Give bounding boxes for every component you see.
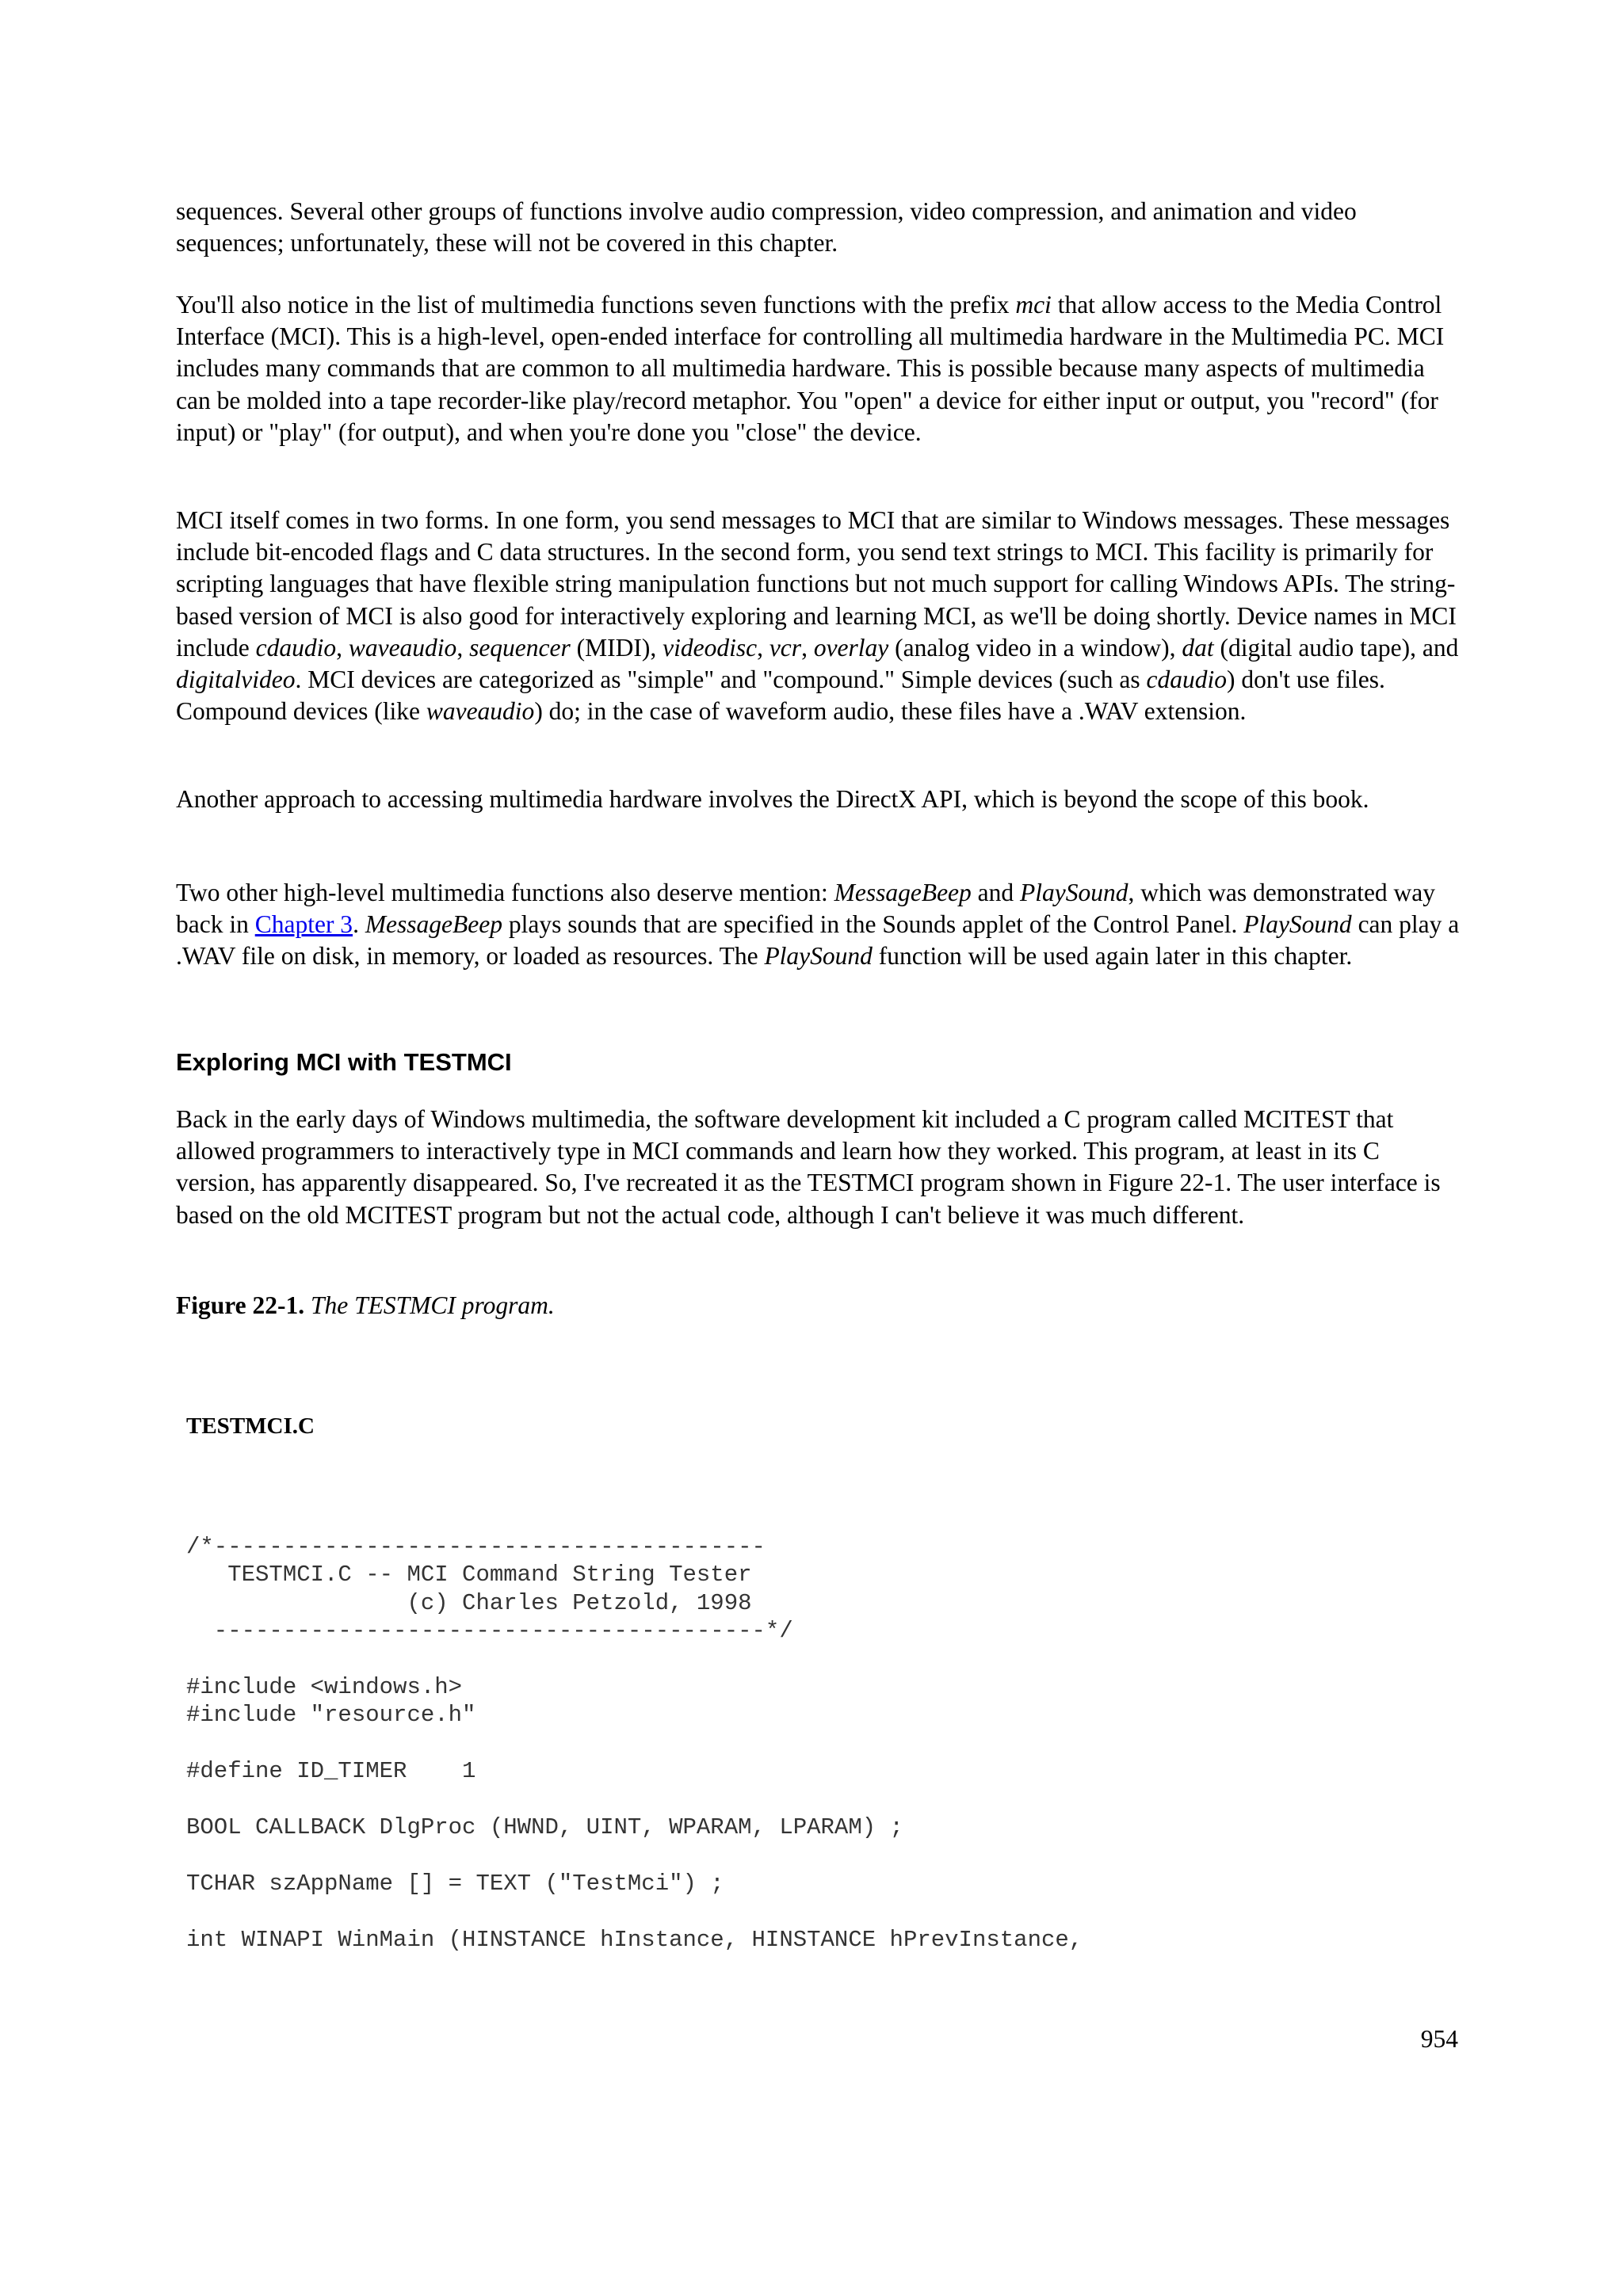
italic-term: cdaudio <box>255 633 337 662</box>
paragraph-text: plays sounds that are specified in the Sounds applet of the Control Panel. <box>502 910 1244 939</box>
separator-text: , <box>336 633 349 662</box>
chapter-3-link[interactable]: Chapter 3 <box>254 910 353 939</box>
paragraph-mci-forms <box>176 505 1460 727</box>
code-listing: /*---------------------------------------- TESTMCI.C -- MCI Command String Tester (c) Charles Petzold, 1998 ----------------------------------------*/ #include <windows.h> #include "resource.h" #define ID_TIMER 1 BOOL CALLBACK DlgProc (HWND, UINT, WPARAM, LPARAM) ; TCHAR szAppName [] = TEXT ("TestMci") ; int WINAPI WinMain (HINSTANCE hInstance, HINSTANCE hPrevInstance, <box>186 1534 1083 1953</box>
italic-term: vcr <box>769 633 802 662</box>
figure-label: Figure 22-1. <box>176 1291 305 1319</box>
separator-text: , <box>757 633 769 662</box>
italic-term: cdaudio <box>1146 666 1227 694</box>
paragraph-text: (MIDI), <box>570 633 663 662</box>
paragraph-sequences <box>176 196 1460 259</box>
italic-term: MessageBeep <box>365 910 502 939</box>
italic-term: PlaySound <box>1020 879 1128 906</box>
separator-text: , <box>456 633 470 662</box>
section-heading: Exploring MCI with TESTMCI <box>176 1048 512 1076</box>
paragraph-text: . <box>353 910 365 939</box>
italic-term: waveaudio <box>426 697 535 726</box>
paragraph-mci-intro <box>176 289 1460 448</box>
paragraph-text: (digital audio tape), and <box>1213 633 1459 662</box>
document-page <box>176 0 1460 2296</box>
paragraph-text: MCI itself comes in two forms. In one form, you send messages to MCI that are similar to Windows messages. These messages include bit-encoded flags and C data structures. In the second form, you send text strings to MCI. This facility is primarily for scripting languages that have flexible string manipulation functions but not much support for calling Windows APIs. The string-based version of MCI is also good for interactively exploring and learning MCI, as we'll be doing shortly. Device names in MCI include <box>176 506 1457 662</box>
file-title: TESTMCI.C <box>186 1413 315 1439</box>
page-number: 954 <box>1420 2025 1458 2053</box>
italic-term: MessageBeep <box>834 879 972 906</box>
italic-term: waveaudio <box>348 633 457 662</box>
paragraph-text: sequences. Several other groups of functions involve audio compression, video compression, and animation and video sequences; unfortunately, these will not be covered in this chapter. <box>176 197 1357 257</box>
paragraph-directx <box>176 784 1460 815</box>
italic-term: digitalvideo <box>176 666 296 694</box>
paragraph-text: ) don't use files. Compound devices (like <box>176 666 1385 726</box>
paragraph-text: function will be used again later in this chapter. <box>872 942 1353 971</box>
italic-term: mci <box>1015 291 1052 318</box>
separator-text: , <box>801 633 814 662</box>
paragraph-high-level-functions <box>176 877 1460 973</box>
paragraph-text: and <box>971 879 1021 906</box>
italic-term: sequencer <box>469 633 571 662</box>
paragraph-text: ) do; in the case of waveform audio, these files have a .WAV extension. <box>534 697 1247 726</box>
figure-caption-text: The TESTMCI program. <box>304 1291 555 1319</box>
paragraph-text: (analog video in a window), <box>888 633 1182 662</box>
paragraph-text: Two other high-level multimedia functions also deserve mention: <box>176 879 834 906</box>
paragraph-text: . MCI devices are categorized as "simple" and "compound." Simple devices (such as <box>295 666 1147 694</box>
paragraph-text: Back in the early days of Windows multimedia, the software development kit included a C program called MCITEST that allowed programmers to interactively type in MCI commands and learn how they worked. This program, at least in its C version, has apparently disappeared. So, I've recreated it as the TESTMCI program shown in Figure 22-1. The user interface is based on the old MCITEST program but not the actual code, although I can't believe it was much different. <box>176 1105 1441 1229</box>
paragraph-text: can play a .WAV file on disk, in memory, or loaded as resources. The <box>176 910 1460 971</box>
figure-caption <box>176 1290 555 1322</box>
paragraph-testmci-history <box>176 1104 1460 1231</box>
italic-term: PlaySound <box>1243 910 1352 939</box>
paragraph-text: You'll also notice in the list of multimedia functions seven functions with the prefix <box>176 291 1016 318</box>
paragraph-text: , which was demonstrated way back in <box>176 879 1436 939</box>
italic-term: overlay <box>813 633 889 662</box>
paragraph-text: that allow access to the Media Control Interface (MCI). This is a high-level, open-ended interface for controlling all multimedia hardware in the Multimedia PC. MCI includes many commands that are common to all multimedia hardware. This is possible because many aspects of multimedia can be molded into a tape recorder-like play/record metaphor. You "open" a device for either input or output, you "record" (for input) or "play" (for output), and when you're done you "close" the device. <box>176 291 1445 446</box>
italic-term: videodisc <box>663 633 758 662</box>
italic-term: dat <box>1182 633 1214 662</box>
italic-term: PlaySound <box>764 942 873 971</box>
paragraph-text: Another approach to accessing multimedia hardware involves the DirectX API, which is beyond the scope of this book. <box>176 785 1369 813</box>
